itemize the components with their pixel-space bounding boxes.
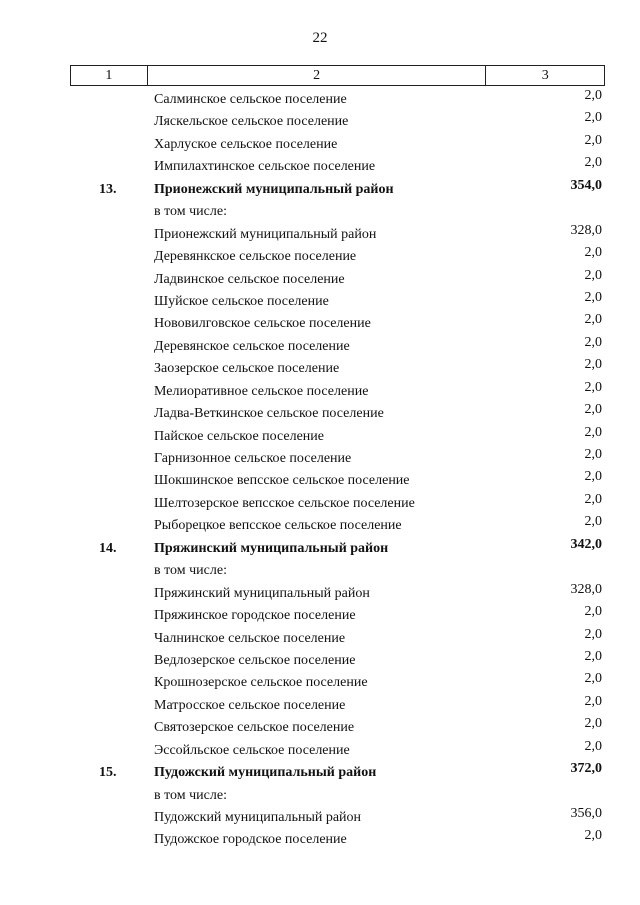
table-row <box>0 335 640 357</box>
table-row <box>0 88 640 110</box>
table-row <box>0 492 640 514</box>
row-name: Пряжинский муниципальный район <box>154 540 389 556</box>
row-name: Шуйское сельское поселение <box>154 293 329 309</box>
row-value: 2,0 <box>584 289 602 305</box>
header-col-1: 1 <box>71 66 148 85</box>
table-row <box>0 155 640 177</box>
row-value: 2,0 <box>584 716 602 732</box>
row-value: 2,0 <box>584 447 602 462</box>
row-name: Гарнизонное сельское поселение <box>154 451 352 466</box>
row-name: Матросское сельское поселение <box>154 697 346 713</box>
table-row <box>0 223 640 245</box>
row-value: 2,0 <box>584 491 602 507</box>
row-number: 15. <box>99 765 117 781</box>
row-name: Святозерское сельское поселение <box>154 720 355 736</box>
row-value: 2,0 <box>584 88 602 103</box>
header-col-3: 3 <box>541 67 549 83</box>
row-name: Нововилговское сельское поселение <box>154 316 371 332</box>
row-name: Шелтозерское вепсское сельское поселение <box>154 495 415 511</box>
row-value: 372,0 <box>570 761 602 777</box>
row-value: 2,0 <box>584 424 602 440</box>
row-name: Деревянкское сельское поселение <box>154 249 357 265</box>
table-row <box>0 312 640 334</box>
row-name: Прионежский муниципальный район <box>154 226 377 242</box>
row-name: Чалнинское сельское поселение <box>154 630 346 646</box>
table-row <box>0 402 640 424</box>
row-name: Пайское сельское поселение <box>154 428 325 444</box>
row-name: Эссойльское сельское поселение <box>154 742 350 758</box>
row-value: 2,0 <box>584 312 602 328</box>
row-value: 2,0 <box>584 110 602 126</box>
district-row <box>0 537 640 559</box>
table-row <box>0 380 640 402</box>
row-value: 2,0 <box>584 648 602 664</box>
row-value: 2,0 <box>584 693 602 709</box>
row-value: 342,0 <box>570 536 602 552</box>
row-name: Импилахтинское сельское поселение <box>154 159 376 175</box>
row-value: 2,0 <box>584 245 602 261</box>
row-value: 2,0 <box>584 334 602 350</box>
table-row <box>0 716 640 738</box>
table-row <box>0 694 640 716</box>
row-name: Заозерское сельское поселение <box>154 361 340 377</box>
row-value: 328,0 <box>570 222 602 238</box>
row-value: 2,0 <box>584 379 602 395</box>
row-name: Пудожский муниципальный район <box>154 765 377 781</box>
table-body <box>0 88 640 851</box>
row-name: Пудожское городское поселение <box>154 832 347 848</box>
table-row <box>0 514 640 536</box>
row-name: в том числе: <box>154 204 227 220</box>
row-name: Харлуское сельское поселение <box>154 136 338 152</box>
table-row <box>0 245 640 267</box>
table-row <box>0 559 640 581</box>
row-value: 2,0 <box>584 132 602 148</box>
row-value: 328,0 <box>570 581 602 597</box>
row-name: Деревянское сельское поселение <box>154 338 350 354</box>
row-value: 2,0 <box>584 469 602 485</box>
table-row <box>0 290 640 312</box>
row-name: Рыборецкое вепсское сельское поселение <box>154 518 402 534</box>
row-value: 356,0 <box>570 806 602 821</box>
district-row <box>0 761 640 783</box>
row-value: 2,0 <box>584 514 602 530</box>
row-number: 14. <box>99 540 117 556</box>
table-row <box>0 133 640 155</box>
row-name: Салминское сельское поселение <box>154 92 347 107</box>
table-row <box>0 469 640 491</box>
table-row <box>0 604 640 626</box>
row-value: 354,0 <box>570 177 602 193</box>
table-row <box>0 110 640 132</box>
row-value: 2,0 <box>584 267 602 283</box>
row-name: в том числе: <box>154 787 227 803</box>
table-row <box>0 627 640 649</box>
table-row <box>0 649 640 671</box>
row-name: Пряжинское городское поселение <box>154 608 356 624</box>
table-row <box>0 425 640 447</box>
header-col-2: 2 <box>148 66 487 85</box>
row-value: 2,0 <box>584 604 602 620</box>
table-row <box>0 828 640 850</box>
row-value: 2,0 <box>584 402 602 418</box>
row-value: 2,0 <box>584 738 602 754</box>
row-name: Шокшинское вепсское сельское поселение <box>154 473 410 489</box>
row-name: Пряжинский муниципальный район <box>154 585 370 601</box>
row-name: в том числе: <box>154 563 227 579</box>
row-value: 2,0 <box>584 671 602 687</box>
row-name: Ладвинское сельское поселение <box>154 271 345 287</box>
row-number: 13. <box>99 181 117 197</box>
table-row <box>0 806 640 828</box>
row-name: Ладва-Веткинское сельское поселение <box>154 406 384 422</box>
row-value: 2,0 <box>584 357 602 373</box>
table-row <box>0 268 640 290</box>
table-row <box>0 784 640 806</box>
table-row <box>0 447 640 469</box>
row-name: Мелиоративное сельское поселение <box>154 383 369 399</box>
table-row <box>0 582 640 604</box>
row-name: Ляскельское сельское поселение <box>154 114 349 130</box>
row-value: 2,0 <box>584 828 602 844</box>
district-row <box>0 178 640 200</box>
row-value: 2,0 <box>584 626 602 642</box>
page-number: 22 <box>312 30 328 46</box>
table-row <box>0 671 640 693</box>
row-name: Пудожский муниципальный район <box>154 810 362 825</box>
row-name: Крошнозерское сельское поселение <box>154 675 368 691</box>
table-header <box>70 65 605 86</box>
table-row <box>0 739 640 761</box>
row-value: 2,0 <box>584 155 602 171</box>
row-name: Прионежский муниципальный район <box>154 181 394 197</box>
row-name: Ведлозерское сельское поселение <box>154 652 356 668</box>
table-row <box>0 200 640 222</box>
table-row <box>0 357 640 379</box>
